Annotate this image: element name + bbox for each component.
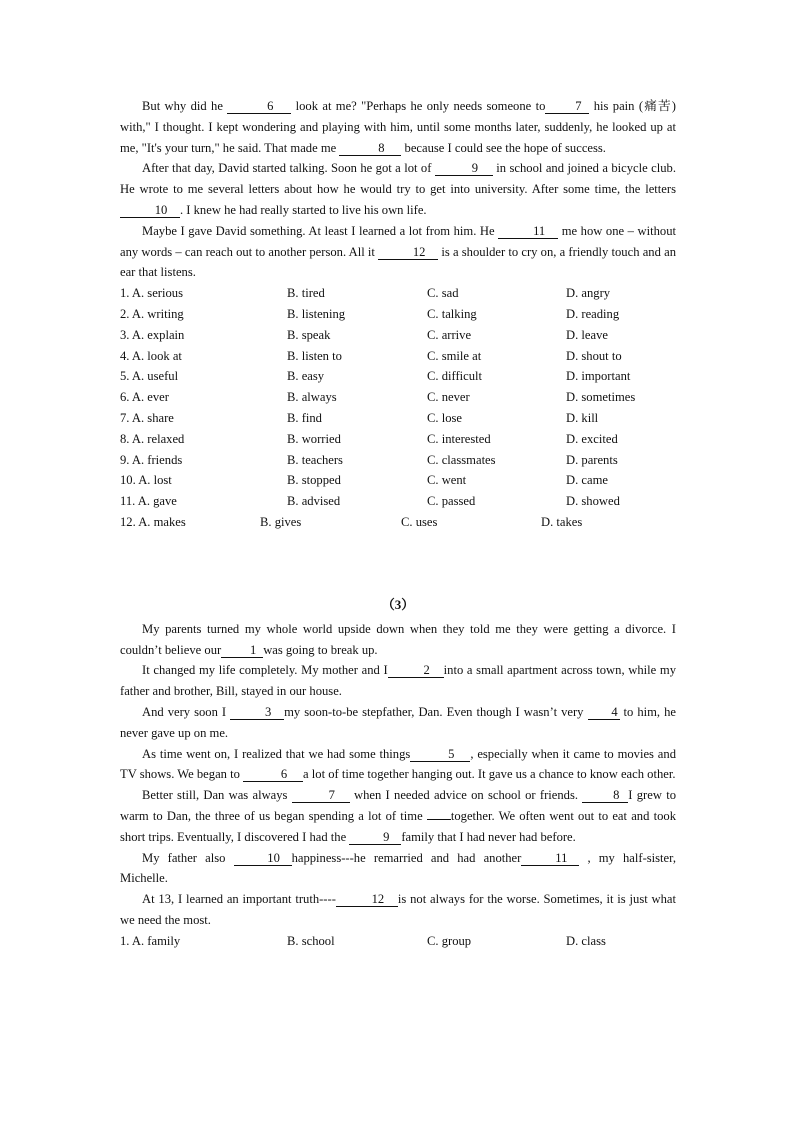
option-b: B. school xyxy=(287,933,335,948)
answer-blank: 8 xyxy=(339,141,401,156)
option-b: B. listen to xyxy=(287,348,342,363)
option-a: 10. A. lost xyxy=(120,473,172,488)
text-segment: I grew to warm to Dan, the three of us began spending a lot of time xyxy=(120,788,676,823)
option-a: 4. A. look at xyxy=(120,348,182,363)
text-segment: into a small apartment across town, while my father and brother, Bill, stayed in our house. xyxy=(120,663,676,699)
option-c: C. difficult xyxy=(427,369,483,384)
option-a: 3. A. explain xyxy=(120,327,185,342)
paragraph xyxy=(120,619,676,661)
answer-blank: 12 xyxy=(378,245,438,260)
text-segment: together. We often went out to eat and took short trips. Eventually, I discovered I had the xyxy=(120,808,677,844)
option-b: B. teachers xyxy=(287,452,343,467)
option-d: D. parents xyxy=(566,452,618,467)
text-segment: a lot of time together hanging out. It gave us a chance to know each other. xyxy=(303,767,676,782)
option-c: C. went xyxy=(427,473,467,488)
option-row xyxy=(120,283,676,304)
text-segment: It changed my life completely. My mother and I xyxy=(142,663,388,678)
text-segment: me how one – without any words – can reach out to another person. All it xyxy=(120,223,676,259)
option-c: C. never xyxy=(427,390,470,405)
option-row xyxy=(120,512,676,533)
option-d: D. reading xyxy=(566,306,620,321)
text-segment: And very soon I xyxy=(142,704,231,719)
text-segment: when I needed advice on school or friends. xyxy=(349,788,583,803)
text-segment: As time went on, I realized that we had some things xyxy=(142,746,411,761)
option-a: 11. A. gave xyxy=(120,494,177,509)
paragraph xyxy=(120,221,676,283)
paragraph xyxy=(120,96,676,158)
text-segment: look at me? "Perhaps he only needs someone to xyxy=(291,99,546,113)
answer-blank: 2 xyxy=(388,663,444,678)
paragraph xyxy=(120,848,676,890)
text-segment: But why did he xyxy=(142,99,228,113)
option-a: 1. A. serious xyxy=(120,286,183,301)
passage-2-options xyxy=(120,283,676,533)
paragraph xyxy=(120,889,676,931)
option-b: B. stopped xyxy=(287,473,341,488)
text-segment: My parents turned my whole world upside down when they told me they were getting a divorce. I couldn’t believe our xyxy=(120,621,676,657)
answer-blank: 11 xyxy=(521,851,579,866)
option-row xyxy=(120,387,676,408)
answer-blank: 5 xyxy=(410,747,470,762)
option-c: C. smile at xyxy=(427,348,482,363)
option-b: B. advised xyxy=(287,494,341,509)
option-b: B. tired xyxy=(287,286,325,301)
option-d: D. takes xyxy=(541,514,583,529)
text-segment: his pain (痛苦) with," I thought. I kept wondering and playing with him, until some months later, suddenly, he looked up at me, "It's your turn," he said. That made me xyxy=(120,99,676,155)
answer-blank xyxy=(427,819,451,820)
text-segment: , especially when it came to movies and TV shows. We began to xyxy=(120,746,676,782)
text-segment: Better still, Dan was always xyxy=(142,788,292,803)
option-b: B. listening xyxy=(287,306,346,321)
text-segment: After that day, David started talking. Soon he got a lot of xyxy=(142,161,435,176)
option-row xyxy=(120,429,676,450)
text-segment: is not always for the worse. Sometimes, it is just what we need the most. xyxy=(120,892,677,927)
option-row xyxy=(120,470,676,491)
option-row xyxy=(120,931,676,952)
text-segment: to him, he never gave up on me. xyxy=(120,704,676,740)
text-segment: My father also xyxy=(142,850,234,865)
option-b: B. always xyxy=(287,390,337,405)
text-segment: in school and joined a bicycle club. He wrote to me several letters about how he would try to get into university. After some time, the letters xyxy=(120,161,676,197)
passage-3-paragraphs xyxy=(120,619,676,931)
option-c: C. lose xyxy=(427,410,462,425)
option-c: C. uses xyxy=(401,514,438,529)
option-d: D. came xyxy=(566,473,608,488)
answer-blank: 7 xyxy=(545,99,589,114)
option-a: 6. A. ever xyxy=(120,390,169,405)
paragraph xyxy=(120,660,676,702)
text-segment: At 13, I learned an important truth---- xyxy=(142,892,336,907)
option-row xyxy=(120,491,676,512)
option-b: B. easy xyxy=(287,369,325,384)
option-a: 2. A. writing xyxy=(120,306,184,321)
section-title-3: （3） xyxy=(381,596,415,612)
paragraph xyxy=(120,158,676,220)
option-d: D. excited xyxy=(566,431,618,446)
answer-blank: 9 xyxy=(435,161,493,176)
option-row xyxy=(120,366,676,387)
text-segment: was going to break up. xyxy=(263,642,378,657)
passage-2-paragraphs xyxy=(120,96,676,283)
paragraph xyxy=(120,785,676,847)
answer-blank: 9 xyxy=(349,830,401,845)
text-segment: because I could see the hope of success. xyxy=(401,140,606,155)
option-b: B. find xyxy=(287,410,322,425)
option-d: D. class xyxy=(566,933,606,948)
option-row xyxy=(120,408,676,429)
answer-blank: 8 xyxy=(582,788,628,803)
text-segment: my soon-to-be stepfather, Dan. Even though I wasn’t very xyxy=(284,704,588,719)
option-d: D. important xyxy=(566,369,631,384)
option-c: C. passed xyxy=(427,494,476,509)
option-d: D. shout to xyxy=(566,348,622,363)
option-b: B. speak xyxy=(287,327,331,342)
answer-blank: 7 xyxy=(292,788,350,803)
paragraph xyxy=(120,744,676,786)
text-segment: family that I had never had before. xyxy=(401,829,576,844)
answer-blank: 6 xyxy=(227,99,291,114)
answer-blank: 10 xyxy=(234,851,292,866)
text-segment: . I knew he had really started to live his own life. xyxy=(180,202,427,217)
option-c: C. classmates xyxy=(427,452,496,467)
option-a: 9. A. friends xyxy=(120,452,183,467)
option-d: D. angry xyxy=(566,286,611,301)
answer-blank: 4 xyxy=(588,705,620,720)
option-a: 5. A. useful xyxy=(120,369,179,384)
text-segment: happiness---he remarried and had another xyxy=(291,850,522,865)
option-row xyxy=(120,304,676,325)
option-c: C. arrive xyxy=(427,327,472,342)
option-c: C. interested xyxy=(427,431,491,446)
text-segment: , my half-sister, Michelle. xyxy=(120,850,676,886)
answer-blank: 1 xyxy=(221,643,263,658)
passage-3-options xyxy=(120,931,676,952)
option-a: 1. A. family xyxy=(120,933,181,948)
option-d: D. leave xyxy=(566,327,608,342)
option-d: D. kill xyxy=(566,410,599,425)
option-row xyxy=(120,346,676,367)
option-d: D. showed xyxy=(566,494,620,509)
option-row xyxy=(120,450,676,471)
option-c: C. sad xyxy=(427,286,459,301)
option-d: D. sometimes xyxy=(566,390,636,405)
option-a: 7. A. share xyxy=(120,410,174,425)
document-page xyxy=(120,96,676,951)
option-b: B. gives xyxy=(260,514,302,529)
answer-blank: 10 xyxy=(120,203,180,218)
answer-blank: 6 xyxy=(243,767,303,782)
option-a: 8. A. relaxed xyxy=(120,431,185,446)
answer-blank: 3 xyxy=(230,705,284,720)
answer-blank: 12 xyxy=(336,892,398,907)
option-row xyxy=(120,325,676,346)
option-c: C. group xyxy=(427,933,472,948)
text-segment: Maybe I gave David something. At least I learned a lot from him. He xyxy=(142,223,499,238)
option-b: B. worried xyxy=(287,431,341,446)
option-a: 12. A. makes xyxy=(120,514,186,529)
answer-blank: 11 xyxy=(498,224,558,239)
paragraph xyxy=(120,702,676,744)
option-c: C. talking xyxy=(427,306,477,321)
text-segment: is a shoulder to cry on, a friendly touch and an ear that listens. xyxy=(120,244,676,280)
